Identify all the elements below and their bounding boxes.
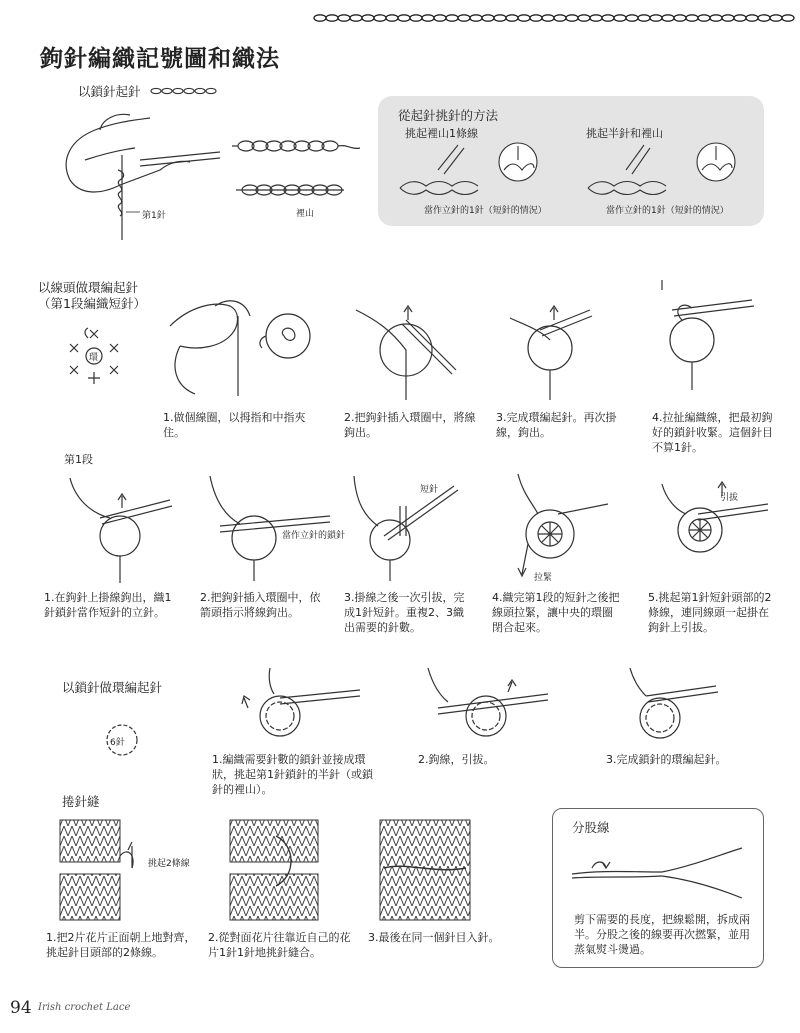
label-single-crochet: 短針 <box>420 485 439 495</box>
chain-ring-step3-illustration <box>620 668 730 748</box>
label-first-stitch: 第1針 <box>142 211 166 221</box>
pickup-left-illustration <box>398 140 568 200</box>
round1-step5-illustration <box>658 474 778 584</box>
ring-step-3: 3.完成環編起針。再次掛線，鉤出。 <box>496 411 617 439</box>
round1-step4-illustration <box>508 474 628 584</box>
whip-step-2: 2.從對面花片往靠近自己的花片1針1針地挑針縫合。 <box>208 931 351 959</box>
ring-step4-illustration <box>652 280 772 390</box>
round1-step-2: 2.把鉤針插入環圈中，依箭頭指示將線鉤出。 <box>200 591 321 619</box>
split-yarn-text: 剪下需要的長度，把線鬆開，拆成兩半。分股之後的線要再次撚緊，並用蒸氣熨斗燙過。 <box>574 913 750 956</box>
round1-step-4: 4.織完第1段的短針之後把線頭拉緊，讓中央的環圈閉合起來。 <box>492 591 620 634</box>
pickup-right-note: 當作立針的1針（短針的情況） <box>606 206 729 216</box>
hand-chain-illustration <box>40 100 230 250</box>
ring-start-heading: 以線頭做環編起針 <box>38 280 139 295</box>
chain-ring-step-1: 1.編織需要針數的鎖針並接成環狀，挑起第1針鎖針的半針（或鎖針的裡山）。 <box>212 753 373 796</box>
whip-step3-illustration <box>376 816 486 926</box>
top-chain-border <box>0 0 800 30</box>
chain-front-illustration <box>232 136 362 156</box>
ring-start-subheading: （第1段編織短針） <box>38 296 146 311</box>
round1-step-5: 5.挑起第1針短針頭部的2條線，連同線頭一起掛在鉤針上引拔。 <box>648 591 772 634</box>
split-yarn-heading: 分股線 <box>572 820 610 835</box>
page-title: 鉤針編織記號圖和織法 <box>40 45 280 72</box>
round1-step3-illustration <box>344 476 464 586</box>
chain-symbol-icon <box>150 86 220 96</box>
chain-ring-step1-illustration <box>240 668 370 748</box>
label-back-loop: 裡山 <box>296 209 315 219</box>
pickup-right-illustration <box>588 140 758 200</box>
whip-step-1: 1.把2片花片正面朝上地對齊，挑起針目頭部的2條線。 <box>46 931 196 959</box>
ring-step-4: 4.拉扯編織線，把最初鉤好的鎖針收緊。這個針目不算1針。 <box>652 411 773 454</box>
label-pull-tight: 拉緊 <box>534 573 553 583</box>
page-number: 94 <box>10 998 32 1018</box>
chain-ring-step2-illustration <box>418 668 558 748</box>
round1-step-3: 3.掛線之後一次引拔，完成1針短針。重複2、3織出需要的針數。 <box>344 591 465 634</box>
ring-step1-illustration <box>160 296 320 406</box>
split-yarn-illustration <box>572 846 752 906</box>
ring-step3-illustration <box>500 300 620 410</box>
chain-start-heading: 以鎖針起針 <box>78 84 141 99</box>
pickup-right-title: 挑起半針和裡山 <box>586 127 663 140</box>
ring-step2-illustration <box>346 300 466 410</box>
pickup-heading: 從起針挑針的方法 <box>398 108 499 123</box>
label-pick-two-strands: 挑起2條線 <box>148 859 190 869</box>
whip-step1-illustration <box>56 816 196 926</box>
chain-back-illustration <box>236 180 366 200</box>
label-slip-stitch: 引拔 <box>720 493 739 503</box>
round1-step1-illustration <box>60 478 180 588</box>
pickup-left-note: 當作立針的1針（短針的情況） <box>424 206 547 216</box>
ring-step-1: 1.做個線圈，以拇指和中指夾住。 <box>163 411 306 439</box>
round1-step-1: 1.在鉤針上掛線鉤出，織1針鎖針當作短針的立針。 <box>44 591 172 619</box>
chain-ring-symbol-label: 6針 <box>110 738 125 748</box>
label-standing-chain: 當作立針的鎖針 <box>282 531 346 541</box>
whip-stitch-heading: 捲針縫 <box>62 794 100 809</box>
ring-step-2: 2.把鉤針插入環圈中，將線鉤出。 <box>344 411 476 439</box>
whip-step2-illustration <box>226 816 336 926</box>
ring-symbol-label: 環 <box>89 353 99 363</box>
chain-ring-step-3: 3.完成鎖針的環編起針。 <box>606 753 727 766</box>
whip-step-3: 3.最後在同一個針目入針。 <box>368 931 500 944</box>
pickup-left-title: 挑起裡山1條線 <box>405 127 478 140</box>
chain-ring-step-2: 2.鉤線，引拔。 <box>418 753 495 766</box>
footer-title: Irish crochet Lace <box>38 1002 131 1013</box>
chain-ring-heading: 以鎖針做環編起針 <box>62 680 163 695</box>
round1-heading: 第1段 <box>64 453 93 466</box>
